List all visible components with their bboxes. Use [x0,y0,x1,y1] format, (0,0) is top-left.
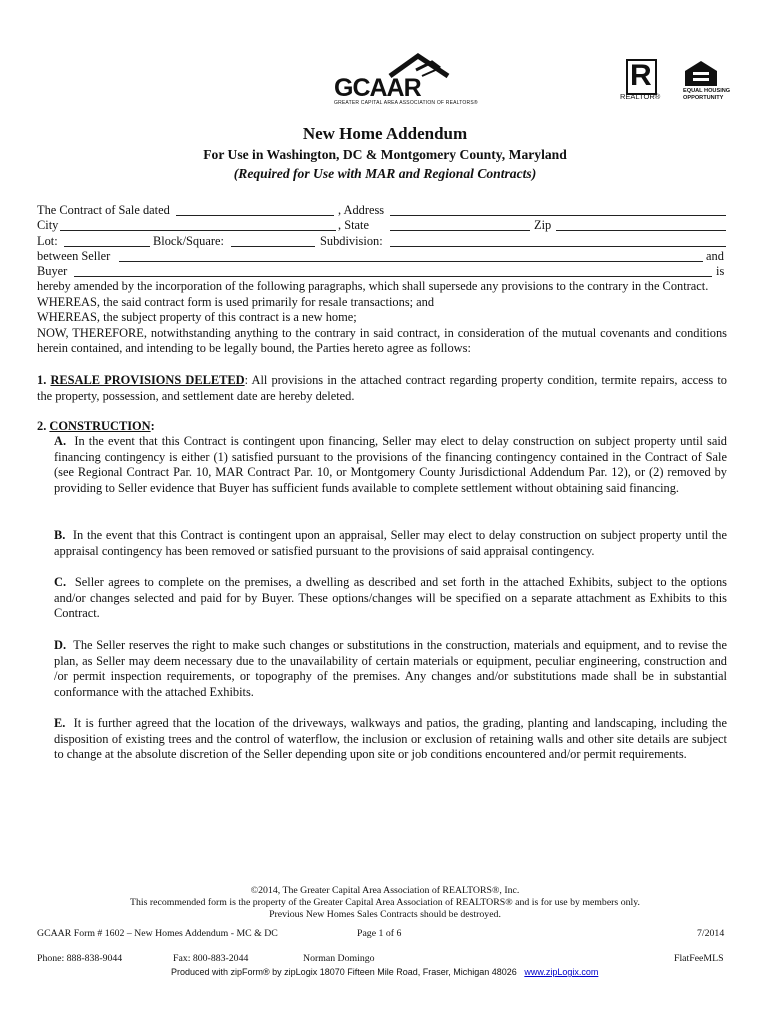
section-2c-text: Seller agrees to complete on the premises, a dwelling as described and set forth in the attached Exhibits, subject to the options and/or changes selected and paid for by Buyer. These options/changes will be specified on a separate attachment as Exhibits to this Contract. [54,575,727,621]
section-2-heading-line [37,419,727,435]
form-id: GCAAR Form # 1602 – New Homes Addendum - MC & DC [37,928,278,939]
buyer-field[interactable] [74,276,712,277]
address-field[interactable] [390,215,726,216]
preamble-p1: hereby amended by the incorporation of the following paragraphs, which shall supersede any provisions to the contrary in the Contract. [37,279,709,293]
section-1-number: 1. [37,373,47,387]
state-field[interactable] [390,230,530,231]
contract-dated-label: The Contract of Sale dated [37,203,170,217]
section-2c-label: C. [54,575,67,589]
city-label: City [37,218,59,232]
ziplogix-link[interactable]: www.zipLogix.com [524,967,599,977]
section-2d-text: The Seller reserves the right to make such changes or substitutions in the construction, materials and equipment, and to revise the plan, as Seller may deem necessary due to the unavailability of certain materials or equipment, peculiar engineering, construction and /or permit inspection requirements, or topography of the premises. Any changes and/or substitutions made shall be in substantial conformance with the attached Exhibits. [54,638,727,699]
section-2b-label: B. [54,528,66,542]
seller-field[interactable] [119,261,703,262]
page-subtitle: For Use in Washington, DC & Montgomery County, Maryland [203,147,567,162]
preamble [37,279,727,357]
zip-field[interactable] [556,230,726,231]
buyer-label: Buyer [37,264,68,278]
section-1-heading: RESALE PROVISIONS DELETED [50,373,245,387]
produced-by [171,967,598,977]
seller-label: between Seller [37,249,111,263]
section-1-text: : All provisions in the attached contract regarding property condition, termite repairs, access to the property, possession, and settlement date are hereby deleted. [37,373,727,403]
section-1 [37,373,727,404]
lot-field[interactable] [64,246,150,247]
preamble-p3: WHEREAS, the subject property of this contract is a new home; [37,310,357,325]
page-title: New Home Addendum [302,124,468,143]
zip-label: Zip [534,218,552,232]
preamble-p2: WHEREAS, the said contract form is used primarily for resale transactions; and [37,294,435,309]
fax-number: Fax: 800-883-2044 [173,953,249,964]
section-2b-text: In the event that this Contract is contingent upon an appraisal, Seller may elect to delay construction on subject property until the appraisal contingency has been removed or satisfied pursuant to the provisions of said appraisal contingency. [54,528,727,558]
section-2e-label: E. [54,716,66,730]
section-2c [54,575,727,622]
equal-housing-icon [683,59,719,87]
logo-subtext: GREATER CAPITAL AREA ASSOCIATION OF REALTORS® [334,100,478,106]
block-label: Block/Square: [153,234,224,248]
produced-by-text: Produced with zipForm® by zipLogix 18070 Fifteen Mile Road, Fraser, Michigan 48026 [171,967,517,977]
contract-date-field[interactable] [176,215,334,216]
page-number: Page 1 of 6 [357,928,402,939]
section-2d-label: D. [54,638,67,652]
agent-name: Norman Domingo [303,953,375,964]
previous-contracts-line: Previous New Homes Sales Contracts should be destroyed. [269,909,501,920]
city-field[interactable] [60,230,336,231]
preamble-p4: NOW, THEREFORE, notwithstanding anything to the contrary in said contract, in consideration of the mutual covenants and conditions herein contained, and intending to be legally bound, the Parties hereto agree as follows: [37,325,727,356]
form-date: 7/2014 [697,928,725,939]
subdivision-field[interactable] [390,246,726,247]
eho-line2: OPPORTUNITY [683,94,724,101]
section-2e [54,716,727,763]
section-2-heading: CONSTRUCTION [49,419,151,433]
copyright-line: ©2014, The Greater Capital Area Association of REALTORS®, Inc. [250,885,520,896]
section-2a-label: A. [54,434,67,448]
subdivision-label: Subdivision: [320,234,383,248]
realtor-r-logo: R [626,59,657,95]
state-label: , State [338,218,369,232]
block-field[interactable] [231,246,315,247]
section-2a-text: In the event that this Contract is contingent upon financing, Seller may elect to delay construction on subject property until said financing contingency is either (1) satisfied pursuant to the provisions of the financing contingency contained in the Contract of Sale (see Regional Contract Par. 10, MAR Contract Par. 10, or Montgomery County Jurisdictional Addendum Par. 12), or (2) removed by providing to Seller evidence that Buyer has sufficient funds available to complete settlement without obtaining said financing. [54,434,727,495]
section-2e-text: It is further agreed that the location of the driveways, walkways and patios, the grading, planting and landscaping, including the disposition of existing trees and the control of waterflow, the inclusion or exclusion of retaining walls and other site details are subject to change at the absolute discretion of the Seller depending upon site or job conditions encountered and/or permit requirements. [54,716,727,762]
brokerage-name: FlatFeeMLS [674,953,724,964]
and-label: and [706,249,724,263]
section-2a [54,434,727,496]
recommended-line: This recommended form is the property of the Greater Capital Area Association of REALTORS® and is for use by members only. [130,897,640,908]
gcaar-logo [330,52,478,112]
phone-number: Phone: 888-838-9044 [37,953,123,964]
section-2-colon: : [150,419,155,433]
section-2-number: 2. [37,419,47,433]
lot-label: Lot: [37,234,58,248]
address-label: , Address [338,203,385,217]
is-label: is [716,264,725,278]
section-2d [54,638,727,700]
eho-line1: EQUAL HOUSING [683,88,731,94]
page-subtitle-italic: (Required for Use with MAR and Regional Contracts) [233,166,537,181]
eho-label [683,88,730,101]
logo-text: GCAAR [334,74,421,102]
realtor-label: REALTOR® [620,92,661,101]
section-2b [54,528,727,559]
